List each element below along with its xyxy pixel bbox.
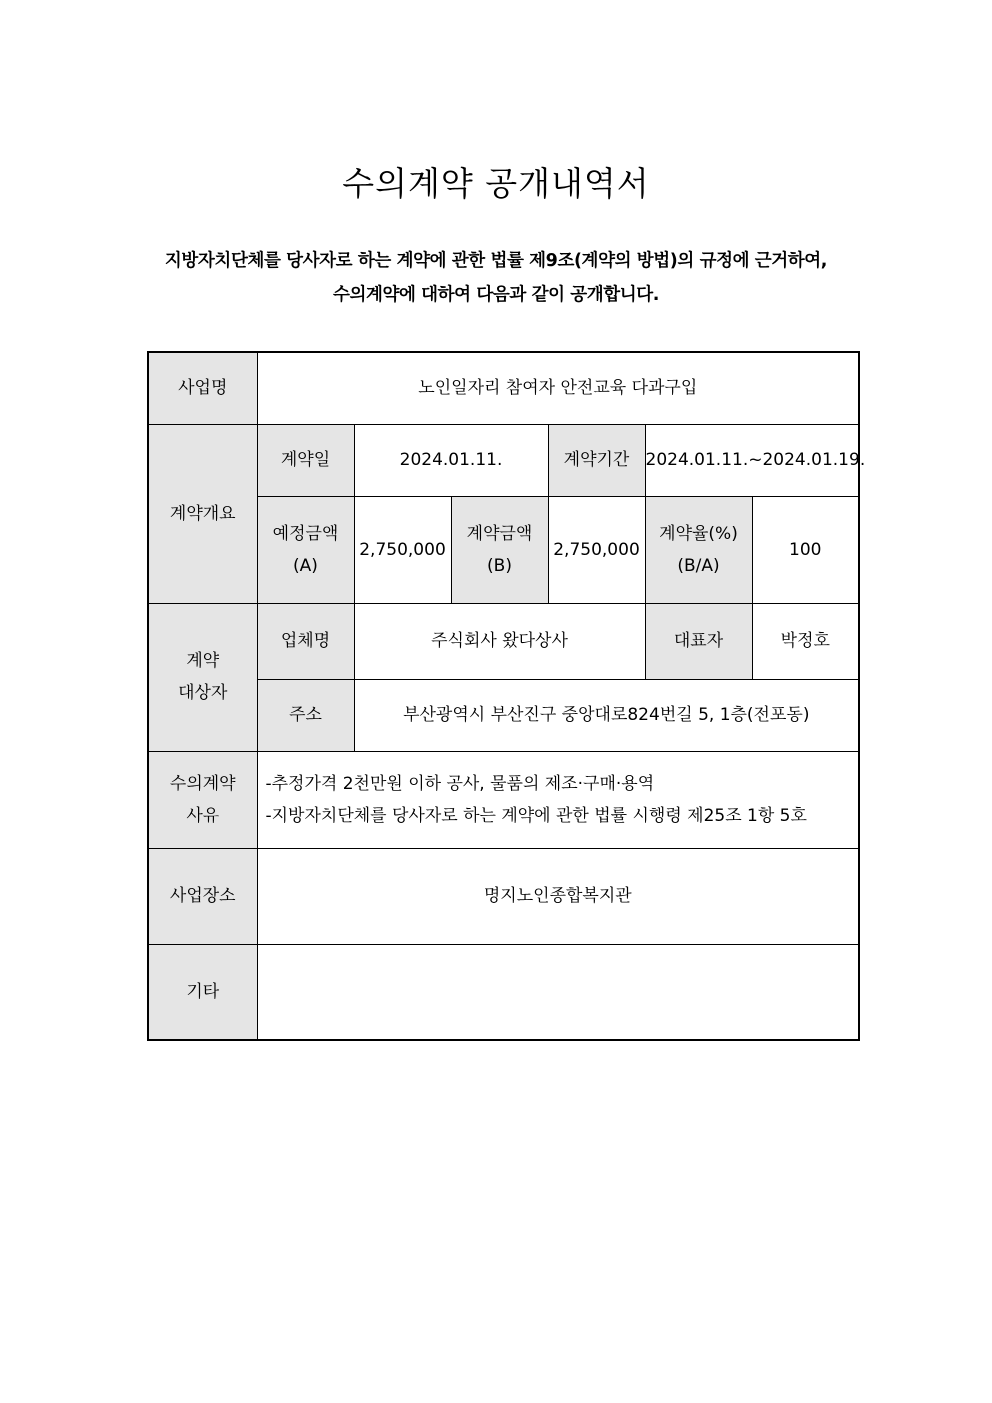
- contract-rate-value: 100: [752, 496, 859, 603]
- location-value: 명지노인종합복지관: [257, 848, 859, 944]
- other-label: 기타: [148, 944, 257, 1040]
- address-value: 부산광역시 부산진구 중앙대로824번길 5, 1층(전포동): [354, 679, 859, 751]
- other-value: [257, 944, 859, 1040]
- reason-label-2: 사유: [186, 805, 220, 826]
- company-value: 주식회사 왔다상사: [354, 603, 645, 679]
- page-title: 수의계약 공개내역서: [342, 164, 650, 203]
- counterparty-label-2: 대상자: [178, 683, 228, 703]
- row-location: [148, 848, 859, 944]
- row-reason: [148, 751, 859, 848]
- estimated-amount-label-1: 예정금액: [272, 523, 339, 544]
- contract-disclosure-table: [147, 351, 866, 1041]
- reason-line-2: -지방자치단체를 당사자로 하는 계약에 관한 법률 시행령 제25조 1항 5호: [265, 805, 807, 826]
- contract-rate-label-1: 계약율(%): [659, 523, 738, 544]
- project-name-value: 노인일자리 참여자 안전교육 다과구입: [257, 352, 859, 424]
- contract-rate-label: [645, 496, 752, 603]
- representative-value: 박정호: [752, 603, 859, 679]
- counterparty-label: [148, 603, 257, 751]
- contract-period-label: 계약기간: [548, 424, 645, 496]
- contract-amount-label: [451, 496, 548, 603]
- reason-label-1: 수의계약: [169, 773, 236, 794]
- overview-label: 계약개요: [148, 424, 257, 603]
- estimated-amount-label-2: (A): [293, 555, 318, 576]
- contract-amount-label-2: (B): [487, 555, 512, 576]
- estimated-amount-label: [257, 496, 354, 603]
- intro-line-1: 지방자치단체를 당사자로 하는 계약에 관한 법률 제9조(계약의 방법)의 규정에 근거하여,: [164, 251, 828, 271]
- row-other: [148, 944, 859, 1040]
- row-contract-date: [148, 424, 859, 496]
- reason-line-1: -추정가격 2천만원 이하 공사, 물품의 제조·구매·용역: [265, 773, 655, 794]
- company-label: 업체명: [257, 603, 354, 679]
- contract-amount-label-1: 계약금액: [466, 523, 533, 544]
- reason-value: [257, 751, 859, 848]
- location-label: 사업장소: [148, 848, 257, 944]
- intro-line-2: 수의계약에 대하여 다음과 같이 공개합니다.: [332, 285, 660, 305]
- row-company: [148, 603, 859, 679]
- representative-label: 대표자: [645, 603, 752, 679]
- contract-period-value: 2024.01.11.~2024.01.19.: [645, 424, 859, 496]
- row-project-name: [148, 352, 859, 424]
- estimated-amount-value: 2,750,000: [354, 496, 451, 603]
- reason-label: [148, 751, 257, 848]
- project-name-label: 사업명: [148, 352, 257, 424]
- contract-date-label: 계약일: [257, 424, 354, 496]
- contract-amount-value: 2,750,000: [548, 496, 645, 603]
- counterparty-label-1: 계약: [186, 651, 220, 671]
- contract-date-value: 2024.01.11.: [354, 424, 548, 496]
- contract-rate-label-2: (B/A): [677, 555, 720, 576]
- address-label: 주소: [257, 679, 354, 751]
